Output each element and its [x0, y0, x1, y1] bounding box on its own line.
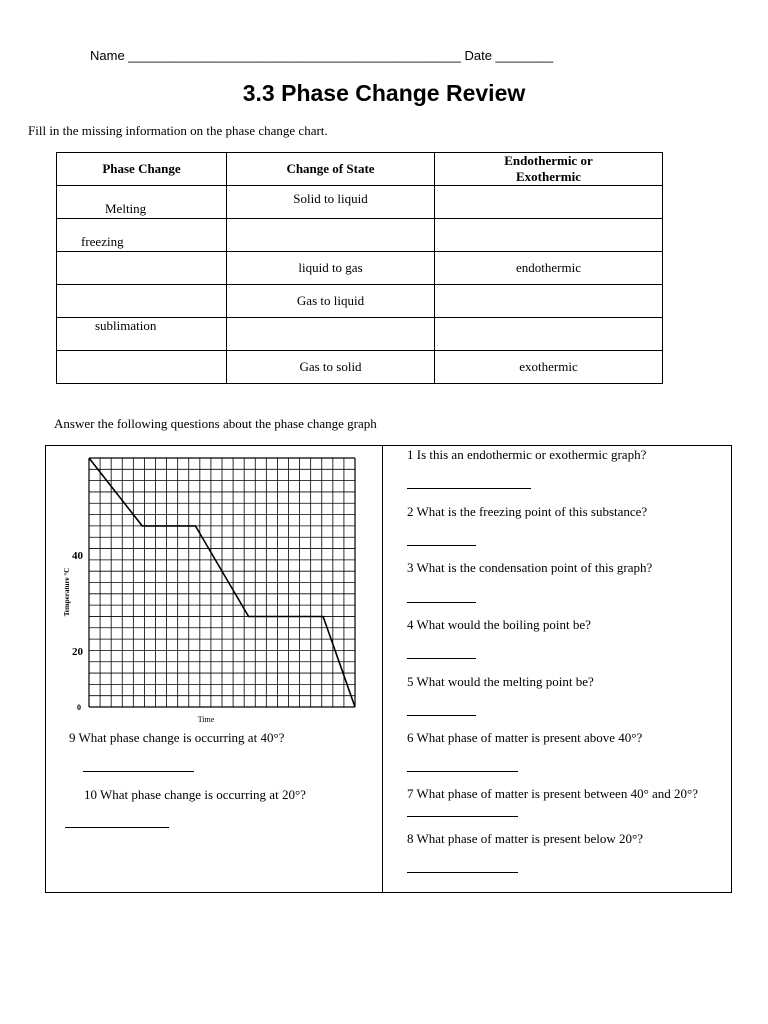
table-cell-phase-change[interactable] [57, 219, 227, 252]
question-10: 10 What phase change is occurring at 20°? [84, 787, 306, 802]
question-4: 4 What would the boiling point be? [407, 617, 591, 632]
graph-grid [89, 458, 355, 707]
answer-blank-6[interactable] [407, 771, 518, 772]
question-5: 5 What would the melting point be? [407, 674, 594, 689]
cell-text: Gas to solid [299, 359, 362, 374]
cell-text: endothermic [516, 260, 581, 275]
table-cell-endo-exo[interactable] [435, 252, 663, 285]
y-tick-label: 40 [72, 550, 83, 562]
answer-blank-2[interactable] [407, 545, 476, 546]
question-8: 8 What phase of matter is present below 20°? [407, 831, 643, 846]
table-cell-change-of-state[interactable] [227, 186, 435, 219]
y-tick-label: 20 [72, 646, 83, 658]
table-cell-phase-change[interactable] [57, 252, 227, 285]
cell-text: Gas to liquid [296, 293, 365, 308]
question-3: 3 What is the condensation point of this graph? [407, 560, 653, 575]
table-cell-phase-change[interactable] [57, 186, 227, 219]
table-cell-phase-change[interactable] [57, 351, 227, 384]
table-cell-phase-change[interactable] [57, 318, 227, 351]
cell-text: liquid to gas [298, 260, 363, 275]
table-cell-endo-exo[interactable] [435, 285, 663, 318]
table-cell-endo-exo[interactable] [435, 219, 663, 252]
page-title: 3.3 Phase Change Review [242, 80, 526, 106]
cell-text: freezing [81, 234, 124, 249]
question-2: 2 What is the freezing point of this substance? [407, 504, 648, 519]
table-cell-change-of-state[interactable] [227, 219, 435, 252]
answer-blank-5[interactable] [407, 715, 476, 716]
answer-blank-7[interactable] [407, 816, 518, 817]
phase-change-table [56, 152, 663, 384]
header-change-of-state: Change of State [227, 153, 435, 186]
cell-text: sublimation [95, 318, 157, 333]
name-date-line[interactable]: Name ______________________________________________ Date ________ [90, 48, 554, 63]
y-axis-label: Temperature °C [63, 567, 71, 617]
table-cell-change-of-state[interactable] [227, 351, 435, 384]
answer-blank-8[interactable] [407, 872, 518, 873]
cell-text: exothermic [519, 359, 578, 374]
question-7: 7 What phase of matter is present between 40° and 20°? [407, 786, 699, 801]
graph-instructions: Answer the following questions about the phase change graph [54, 416, 377, 431]
table-cell-endo-exo[interactable] [435, 351, 663, 384]
table-cell-change-of-state[interactable] [227, 252, 435, 285]
answer-blank-9[interactable] [83, 771, 194, 772]
table-cell-endo-exo[interactable] [435, 318, 663, 351]
question-1: 1 Is this an endothermic or exothermic graph? [407, 447, 647, 462]
chart-instructions: Fill in the missing information on the phase change chart. [28, 123, 328, 138]
phase-change-graph [60, 452, 370, 730]
y-tick-label: 0 [77, 703, 81, 712]
table-cell-change-of-state[interactable] [227, 318, 435, 351]
answer-blank-3[interactable] [407, 602, 476, 603]
x-axis-label: Time [197, 715, 215, 724]
cell-text: Solid to liquid [293, 191, 368, 206]
table-cell-phase-change[interactable] [57, 285, 227, 318]
table-cell-change-of-state[interactable] [227, 285, 435, 318]
question-9: 9 What phase change is occurring at 40°? [69, 730, 285, 745]
cell-text: Melting [105, 201, 147, 216]
header-phase-change: Phase Change [57, 153, 227, 186]
answer-blank-4[interactable] [407, 658, 476, 659]
question-6: 6 What phase of matter is present above 40°? [407, 730, 643, 745]
column-divider [382, 446, 383, 892]
table-cell-endo-exo[interactable] [435, 186, 663, 219]
header-endo-exo: Endothermic or Exothermic [435, 153, 663, 186]
answer-blank-1[interactable] [407, 488, 531, 489]
answer-blank-10[interactable] [65, 827, 169, 828]
